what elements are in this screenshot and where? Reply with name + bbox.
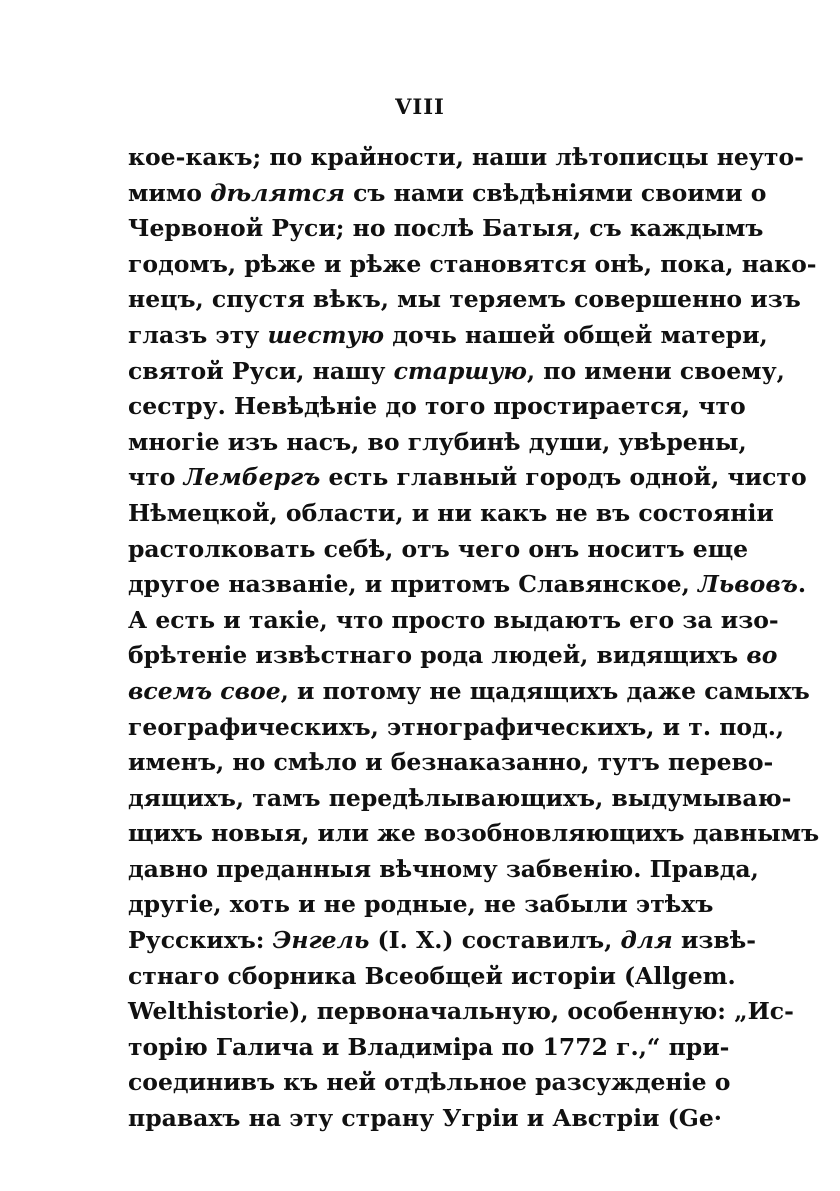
text-line-16 [128, 674, 810, 710]
italic-word: для [620, 926, 673, 955]
text-run: мимо [128, 178, 211, 207]
text-line-19: дящихъ, тамъ передѣлывающихъ, выдумываю- [128, 783, 792, 812]
text-line-13 [128, 567, 807, 603]
text-line-2 [128, 176, 767, 212]
text-run: извѣ- [672, 926, 756, 955]
italic-word: Лембергъ [183, 463, 321, 492]
text-line-12: растолковать себѣ, отъ чего онъ носитъ еще [128, 534, 749, 563]
text-line-7 [128, 354, 785, 390]
text-line-10 [128, 460, 807, 496]
text-run: что [128, 463, 184, 492]
text-run: другое названіе, и притомъ Славянское, [128, 570, 698, 599]
text-run: есть главный городъ одной, чисто [320, 463, 807, 492]
text-line-14: А есть и такіе, что просто выдаютъ его за изо- [128, 605, 779, 634]
text-run: , и потому не щадящихъ даже самыхъ [280, 676, 810, 705]
text-line-6 [128, 318, 768, 354]
text-line-5: нецъ, спустя вѣкъ, мы теряемъ совершенно изъ [128, 285, 801, 314]
text-line-8: сестру. Невѣдѣніе до того простирается, что [128, 392, 746, 421]
text-run: съ нами свѣдѣніями своими о [344, 178, 767, 207]
text-line-9: многіе изъ насъ, во глубинѣ души, увѣрены, [128, 427, 747, 456]
italic-word: шестую [267, 320, 385, 349]
italic-word: Львовъ [697, 570, 798, 599]
italic-word: во [746, 641, 778, 670]
text-line-17: географическихъ, этнографическихъ, и т. под., [128, 712, 785, 741]
text-line-23 [128, 923, 756, 959]
text-line-22: другіе, хоть и не родные, не забыли этѣхъ [128, 890, 714, 919]
page-number: VIII [395, 94, 445, 119]
text-line-18: именъ, но смѣло и безнаказанно, тутъ перево- [128, 748, 774, 777]
italic-word: дѣлятся [210, 178, 345, 207]
text-run: Русскихъ: [128, 926, 273, 955]
text-line-21: давно преданныя вѣчному забвенію. Правда, [128, 854, 759, 883]
text-line-24: стнаго сборника Всеобщей исторіи (Allgem. [128, 961, 736, 990]
text-line-15 [128, 638, 778, 674]
text-run: святой Руси, нашу [128, 356, 394, 385]
text-line-27: соединивъ къ ней отдѣльное разсужденіе о [128, 1068, 731, 1097]
text-run: дочь нашей общей матери, [384, 320, 768, 349]
text-run: брѣтеніе извѣстнаго рода людей, видящихъ [128, 641, 747, 670]
text-line-11: Нѣмецкой, области, и ни какъ не въ состояніи [128, 498, 774, 527]
italic-phrase: всемъ свое [128, 676, 281, 705]
text-run: глазъ эту [128, 320, 268, 349]
text-line-25: Welthistorie), первоначальную, особенную: „Ис- [128, 997, 794, 1026]
italic-word: Энгель [272, 926, 370, 955]
text-line-3: Червоной Руси; но послѣ Батыя, съ каждымъ [128, 214, 764, 243]
text-line-28: правахъ на эту страну Угріи и Австріи (Ge· [128, 1104, 722, 1133]
text-run: , по имени своему, [526, 356, 785, 385]
text-line-20: щихъ новыя, или же возобновляющихъ давнымъ [128, 819, 820, 848]
italic-word: старшую [393, 356, 527, 385]
text-line-4: годомъ, рѣже и рѣже становятся онѣ, пока, нако- [128, 249, 817, 278]
text-line-1: кое-какъ; по крайности, наши лѣтописцы неуто- [128, 143, 804, 171]
text-line-26: торію Галича и Владиміра по 1772 г.,“ при- [128, 1032, 730, 1061]
text-run: . [797, 570, 807, 599]
text-run: (I. X.) составилъ, [369, 926, 621, 955]
body-text [128, 140, 820, 1137]
